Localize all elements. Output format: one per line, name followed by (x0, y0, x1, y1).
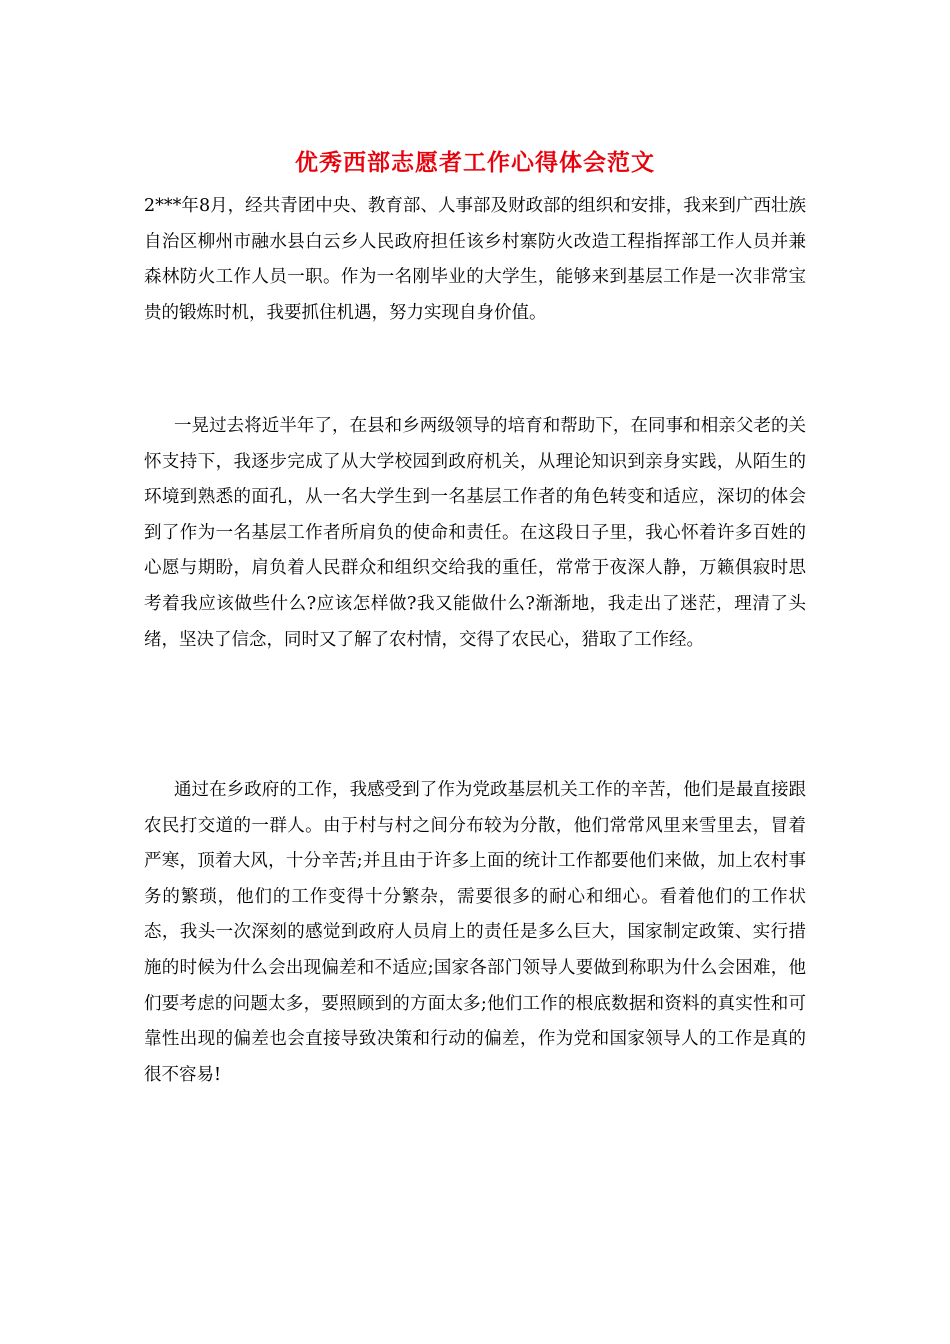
document-title: 优秀西部志愿者工作心得体会范文 (295, 149, 655, 176)
paragraph-3: 通过在乡政府的工作，我感受到了作为党政基层机关工作的辛苦，他们是最直接跟农民打交道的一群人。由于村与村之间分布较为分散，他们常常风里来雪里去，冒着严寒，顶着大风，十分辛苦;并且由于许多上面的统计工作都要他们来做，加上农村事务的繁琐，他们的工作变得十分繁杂，需要很多的耐心和细心。看着他们的工作状态，我头一次深刻的感觉到政府人员肩上的责任是多么巨大，国家制定政策、实行措施的时候为什么会出现偏差和不适应;国家各部门领导人要做到称职为什么会困难，他们要考虑的问题太多，要照顾到的方面太多;他们工作的根底数据和资料的真实性和可靠性出现的偏差也会直接导致决策和行动的偏差，作为党和国家领导人的工作是真的很不容易! (144, 780, 806, 1085)
paragraph-1: 2***年8月，经共青团中央、教育部、人事部及财政部的组织和安排，我来到广西壮族自治区柳州市融水县白云乡人民政府担任该乡村寨防火改造工程指挥部工作人员并兼森林防火工作人员一职。作为一名刚毕业的大学生，能够来到基层工作是一次非常宝贵的锻炼时机，我要抓住机遇，努力实现自身价值。 (144, 196, 806, 323)
paragraph-2: 一晃过去将近半年了，在县和乡两级领导的培育和帮助下，在同事和相亲父老的关怀支持下，我逐步完成了从大学校园到政府机关，从理论知识到亲身实践，从陌生的环境到熟悉的面孔，从一名大学生到一名基层工作者的角色转变和适应，深切的体会到了作为一名基层工作者所肩负的使命和责任。在这段日子里，我心怀着许多百姓的心愿与期盼，肩负着人民群众和组织交给我的重任，常常于夜深人静，万籁俱寂时思考着我应该做些什么?应该怎样做?我又能做什么?渐渐地，我走出了迷茫，理清了头绪，坚决了信念，同时又了解了农村情，交得了农民心，猎取了工作经。 (144, 416, 806, 650)
